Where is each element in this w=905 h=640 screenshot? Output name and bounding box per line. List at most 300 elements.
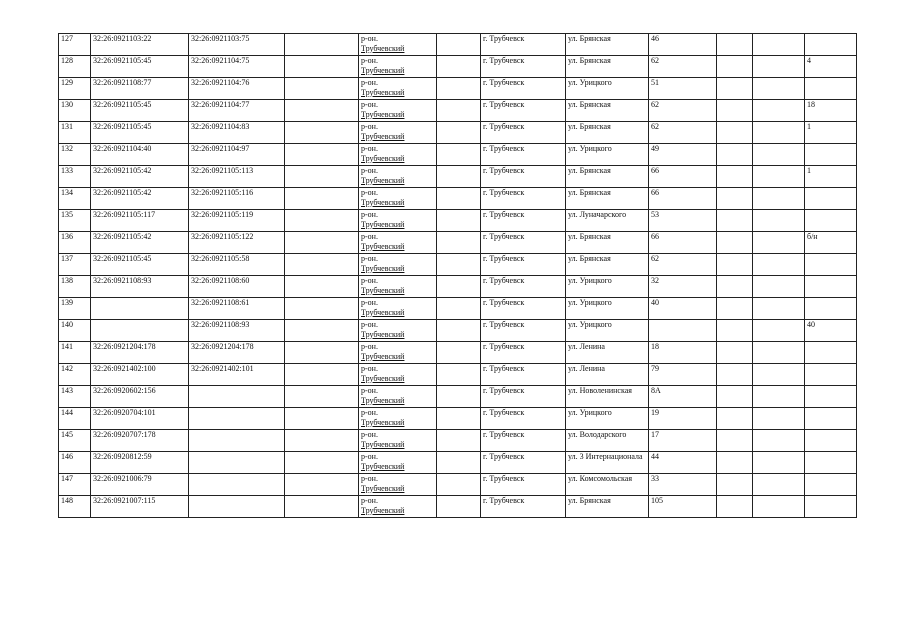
empty-cell [717,320,753,342]
table-body [59,34,857,518]
empty-cell [437,430,481,452]
row-number: 140 [59,320,91,342]
empty-cell [717,210,753,232]
empty-cell [717,386,753,408]
city-cell: г. Трубчевск [481,474,566,496]
cadastral-number-land: 32:26:0920812:59 [91,452,189,474]
street-cell: ул. Брянская [566,122,649,144]
district-name: Трубчевский [361,439,405,449]
district-cell [359,496,437,518]
district-cell [359,430,437,452]
empty-cell [285,364,359,386]
empty-cell [717,342,753,364]
cadastral-number-land: 32:26:0921105:42 [91,188,189,210]
apartment-cell [805,254,857,276]
city-cell: г. Трубчевск [481,364,566,386]
cadastral-number-object: 32:26:0921105:58 [189,254,285,276]
district-prefix: р-он. [361,254,378,263]
cadastral-number-land: 32:26:0921105:45 [91,254,189,276]
empty-cell [753,122,805,144]
empty-cell [437,100,481,122]
row-number: 130 [59,100,91,122]
cadastral-number-land: 32:26:0921105:45 [91,100,189,122]
empty-cell [285,430,359,452]
cadastral-number-object [189,430,285,452]
apartment-cell: 18 [805,100,857,122]
cadastral-number-object: 32:26:0921204:178 [189,342,285,364]
district-cell [359,232,437,254]
table-row [59,122,857,144]
street-cell: ул. Брянская [566,496,649,518]
street-cell: ул. Ленина [566,342,649,364]
city-cell: г. Трубчевск [481,122,566,144]
city-cell: г. Трубчевск [481,166,566,188]
empty-cell [753,144,805,166]
district-cell [359,474,437,496]
table-row [59,232,857,254]
empty-cell [285,298,359,320]
house-number-cell [649,320,717,342]
cadastral-number-object: 32:26:0921108:61 [189,298,285,320]
district-prefix: р-он. [361,78,378,87]
empty-cell [753,496,805,518]
cadastral-number-object: 32:26:0921108:60 [189,276,285,298]
district-name: Трубчевский [361,329,405,339]
empty-cell [717,430,753,452]
empty-cell [285,122,359,144]
row-number: 135 [59,210,91,232]
cadastral-number-object: 32:26:0921104:77 [189,100,285,122]
empty-cell [717,298,753,320]
street-cell: ул. Урицкого [566,320,649,342]
house-number-cell: 62 [649,122,717,144]
table-row [59,408,857,430]
empty-cell [437,276,481,298]
empty-cell [437,320,481,342]
empty-cell [285,144,359,166]
row-number: 144 [59,408,91,430]
empty-cell [753,276,805,298]
cadastral-number-land: 32:26:0921007:115 [91,496,189,518]
city-cell: г. Трубчевск [481,144,566,166]
row-number: 138 [59,276,91,298]
district-name: Трубчевский [361,351,405,361]
street-cell: ул. Володарского [566,430,649,452]
district-cell [359,34,437,56]
street-cell: ул. Брянская [566,254,649,276]
apartment-cell [805,298,857,320]
apartment-cell [805,386,857,408]
cadastral-number-object [189,386,285,408]
district-name: Трубчевский [361,395,405,405]
empty-cell [437,386,481,408]
street-cell: ул. 3 Интернационала [566,452,649,474]
district-cell [359,298,437,320]
row-number: 145 [59,430,91,452]
city-cell: г. Трубчевск [481,232,566,254]
cadastral-number-land: 32:26:0921108:93 [91,276,189,298]
table-row [59,210,857,232]
district-prefix: р-он. [361,100,378,109]
district-cell [359,188,437,210]
empty-cell [717,144,753,166]
cadastral-number-land: 32:26:0921108:77 [91,78,189,100]
house-number-cell: 53 [649,210,717,232]
apartment-cell [805,496,857,518]
table-row [59,188,857,210]
empty-cell [437,254,481,276]
city-cell: г. Трубчевск [481,452,566,474]
house-number-cell: 66 [649,188,717,210]
district-cell [359,166,437,188]
district-name: Трубчевский [361,65,405,75]
empty-cell [753,78,805,100]
street-cell: ул. Ленина [566,364,649,386]
table-row [59,144,857,166]
empty-cell [717,78,753,100]
empty-cell [753,232,805,254]
city-cell: г. Трубчевск [481,298,566,320]
apartment-cell: б/н [805,232,857,254]
street-cell: ул. Урицкого [566,144,649,166]
cadastral-number-land: 32:26:0920704:101 [91,408,189,430]
district-name: Трубчевский [361,483,405,493]
empty-cell [717,100,753,122]
cadastral-number-object: 32:26:0921103:75 [189,34,285,56]
house-number-cell: 66 [649,232,717,254]
cadastral-number-object: 32:26:0921402:101 [189,364,285,386]
district-cell [359,276,437,298]
empty-cell [753,452,805,474]
cadastral-number-land: 32:26:0921105:42 [91,166,189,188]
row-number: 134 [59,188,91,210]
cadastral-number-land: 32:26:0921105:117 [91,210,189,232]
row-number: 127 [59,34,91,56]
district-name: Трубчевский [361,263,405,273]
empty-cell [753,254,805,276]
cadastral-number-land: 32:26:0921402:100 [91,364,189,386]
cadastral-number-object [189,496,285,518]
district-prefix: р-он. [361,298,378,307]
empty-cell [717,452,753,474]
house-number-cell: 66 [649,166,717,188]
cadastral-number-object [189,408,285,430]
city-cell: г. Трубчевск [481,496,566,518]
empty-cell [753,166,805,188]
district-name: Трубчевский [361,87,405,97]
street-cell: ул. Брянская [566,56,649,78]
cadastral-number-object: 32:26:0921104:75 [189,56,285,78]
apartment-cell [805,342,857,364]
street-cell: ул. Брянская [566,232,649,254]
district-name: Трубчевский [361,175,405,185]
city-cell: г. Трубчевск [481,276,566,298]
empty-cell [285,452,359,474]
house-number-cell: 40 [649,298,717,320]
apartment-cell [805,144,857,166]
empty-cell [753,34,805,56]
cadastral-number-land: 32:26:0921104:40 [91,144,189,166]
empty-cell [717,408,753,430]
apartment-cell [805,210,857,232]
empty-cell [753,56,805,78]
row-number: 139 [59,298,91,320]
empty-cell [437,342,481,364]
empty-cell [437,474,481,496]
street-cell: ул. Урицкого [566,78,649,100]
district-prefix: р-он. [361,320,378,329]
empty-cell [753,386,805,408]
city-cell: г. Трубчевск [481,342,566,364]
district-cell [359,320,437,342]
district-prefix: р-он. [361,166,378,175]
district-cell [359,210,437,232]
house-number-cell: 62 [649,56,717,78]
empty-cell [753,188,805,210]
row-number: 148 [59,496,91,518]
cadastral-number-land: 32:26:0920602:156 [91,386,189,408]
empty-cell [753,320,805,342]
empty-cell [285,188,359,210]
table-row [59,320,857,342]
city-cell: г. Трубчевск [481,34,566,56]
empty-cell [437,210,481,232]
district-prefix: р-он. [361,210,378,219]
district-prefix: р-он. [361,188,378,197]
city-cell: г. Трубчевск [481,78,566,100]
apartment-cell [805,474,857,496]
empty-cell [437,232,481,254]
table-row [59,56,857,78]
row-number: 143 [59,386,91,408]
row-number: 137 [59,254,91,276]
district-cell [359,452,437,474]
row-number: 141 [59,342,91,364]
street-cell: ул. Новоленинская [566,386,649,408]
district-prefix: р-он. [361,386,378,395]
district-prefix: р-он. [361,232,378,241]
empty-cell [753,364,805,386]
table-row [59,342,857,364]
city-cell: г. Трубчевск [481,386,566,408]
row-number: 147 [59,474,91,496]
district-cell [359,144,437,166]
empty-cell [285,342,359,364]
street-cell: ул. Брянская [566,166,649,188]
empty-cell [717,276,753,298]
house-number-cell: 32 [649,276,717,298]
empty-cell [753,342,805,364]
district-prefix: р-он. [361,122,378,131]
empty-cell [717,122,753,144]
district-cell [359,254,437,276]
table-row [59,474,857,496]
table-row [59,78,857,100]
house-number-cell: 18 [649,342,717,364]
house-number-cell: 17 [649,430,717,452]
empty-cell [437,496,481,518]
row-number: 128 [59,56,91,78]
district-name: Трубчевский [361,153,405,163]
row-number: 133 [59,166,91,188]
house-number-cell: 49 [649,144,717,166]
empty-cell [437,34,481,56]
empty-cell [285,210,359,232]
district-cell [359,100,437,122]
apartment-cell [805,364,857,386]
table-row [59,298,857,320]
street-cell: ул. Брянская [566,34,649,56]
table-row [59,276,857,298]
apartment-cell: 1 [805,122,857,144]
table-row [59,254,857,276]
empty-cell [717,188,753,210]
house-number-cell: 33 [649,474,717,496]
row-number: 131 [59,122,91,144]
cadastral-number-object: 32:26:0921104:76 [189,78,285,100]
table-row [59,496,857,518]
empty-cell [285,474,359,496]
empty-cell [285,34,359,56]
district-name: Трубчевский [361,285,405,295]
district-cell [359,122,437,144]
table-row [59,452,857,474]
cadastral-number-object: 32:26:0921105:113 [189,166,285,188]
empty-cell [753,298,805,320]
district-name: Трубчевский [361,241,405,251]
empty-cell [437,298,481,320]
apartment-cell [805,408,857,430]
house-number-cell: 105 [649,496,717,518]
empty-cell [717,34,753,56]
apartment-cell [805,452,857,474]
street-cell: ул. Брянская [566,188,649,210]
district-name: Трубчевский [361,307,405,317]
row-number: 142 [59,364,91,386]
city-cell: г. Трубчевск [481,210,566,232]
empty-cell [285,166,359,188]
district-cell [359,408,437,430]
empty-cell [285,100,359,122]
district-name: Трубчевский [361,43,405,53]
empty-cell [717,56,753,78]
empty-cell [717,364,753,386]
cadastral-number-land: 32:26:0920707:178 [91,430,189,452]
district-prefix: р-он. [361,276,378,285]
district-prefix: р-он. [361,34,378,43]
apartment-cell [805,34,857,56]
district-name: Трубчевский [361,219,405,229]
table-row [59,364,857,386]
apartment-cell [805,78,857,100]
street-cell: ул. Урицкого [566,298,649,320]
empty-cell [285,408,359,430]
city-cell: г. Трубчевск [481,56,566,78]
empty-cell [717,232,753,254]
house-number-cell: 62 [649,100,717,122]
empty-cell [437,408,481,430]
street-cell: ул. Комсомольская [566,474,649,496]
empty-cell [717,474,753,496]
house-number-cell: 51 [649,78,717,100]
district-name: Трубчевский [361,197,405,207]
house-number-cell: 79 [649,364,717,386]
street-cell: ул. Брянская [566,100,649,122]
empty-cell [285,320,359,342]
city-cell: г. Трубчевск [481,100,566,122]
district-prefix: р-он. [361,342,378,351]
house-number-cell: 46 [649,34,717,56]
district-name: Трубчевский [361,373,405,383]
district-name: Трубчевский [361,131,405,141]
city-cell: г. Трубчевск [481,254,566,276]
district-prefix: р-он. [361,474,378,483]
empty-cell [437,144,481,166]
row-number: 146 [59,452,91,474]
cadastral-number-land: 32:26:0921204:178 [91,342,189,364]
district-cell [359,78,437,100]
apartment-cell [805,188,857,210]
empty-cell [285,496,359,518]
cadastral-number-object: 32:26:0921104:97 [189,144,285,166]
cadastral-number-land: 32:26:0921105:45 [91,56,189,78]
empty-cell [717,166,753,188]
apartment-cell [805,276,857,298]
district-cell [359,364,437,386]
apartment-cell: 1 [805,166,857,188]
city-cell: г. Трубчевск [481,408,566,430]
cadastral-number-land: 32:26:0921105:42 [91,232,189,254]
empty-cell [437,78,481,100]
district-name: Трубчевский [361,109,405,119]
empty-cell [753,100,805,122]
house-number-cell: 19 [649,408,717,430]
cadastral-number-land: 32:26:0921103:22 [91,34,189,56]
apartment-cell: 4 [805,56,857,78]
empty-cell [437,452,481,474]
empty-cell [753,210,805,232]
cadastral-number-land: 32:26:0921105:45 [91,122,189,144]
empty-cell [437,56,481,78]
empty-cell [285,78,359,100]
row-number: 129 [59,78,91,100]
empty-cell [717,496,753,518]
district-prefix: р-он. [361,430,378,439]
cadastral-number-object [189,474,285,496]
document-page [58,33,857,518]
table-row [59,100,857,122]
cadastral-number-object: 32:26:0921104:83 [189,122,285,144]
district-prefix: р-он. [361,364,378,373]
row-number: 136 [59,232,91,254]
apartment-cell [805,430,857,452]
district-cell [359,342,437,364]
cadastral-number-land [91,298,189,320]
cadastral-number-land: 32:26:0921006:79 [91,474,189,496]
house-number-cell: 44 [649,452,717,474]
table-row [59,166,857,188]
district-cell [359,386,437,408]
empty-cell [285,276,359,298]
empty-cell [753,474,805,496]
district-name: Трубчевский [361,461,405,471]
city-cell: г. Трубчевск [481,188,566,210]
cadastral-number-object [189,452,285,474]
empty-cell [717,254,753,276]
cadastral-number-object: 32:26:0921105:119 [189,210,285,232]
row-number: 132 [59,144,91,166]
city-cell: г. Трубчевск [481,320,566,342]
